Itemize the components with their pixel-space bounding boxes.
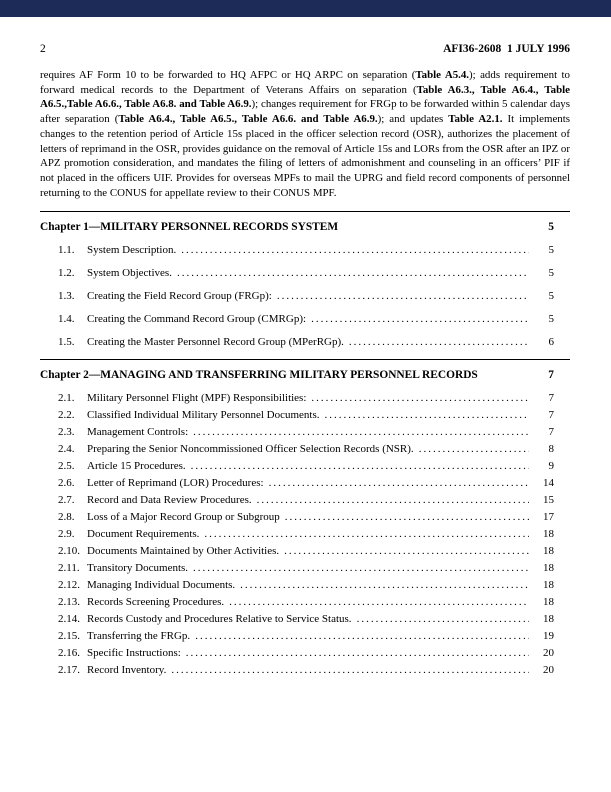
dot-leader: [171, 664, 529, 676]
dot-leader: [204, 528, 529, 540]
toc-entry: [40, 545, 570, 557]
table-reference: Table A6.4., Table A6.5., Table A6.6. and Table A6.9.: [118, 113, 378, 126]
entry-page-number: 8: [548, 443, 554, 456]
entry-number: 2.2.: [58, 409, 75, 422]
dot-leader: [193, 562, 529, 574]
toc-chapter: [40, 211, 570, 348]
toc-entry: [40, 290, 570, 302]
entry-page-number: 20: [543, 647, 554, 660]
entry-page-number: 18: [543, 562, 554, 575]
entry-number: 2.8.: [58, 511, 75, 524]
toc-entry: [40, 336, 570, 348]
entry-number: 1.4.: [58, 313, 75, 326]
toc-chapter: [40, 359, 570, 676]
page-number: 2: [40, 43, 46, 55]
dot-leader: [191, 460, 529, 472]
entry-number: 1.5.: [58, 336, 75, 349]
paragraph-text: ); and updates: [377, 113, 449, 126]
entry-number: 2.7.: [58, 494, 75, 507]
entry-page-number: 18: [543, 545, 554, 558]
entry-number: 2.5.: [58, 460, 75, 473]
entry-page-number: 18: [543, 596, 554, 609]
entry-page-number: 7: [548, 392, 554, 405]
entry-title: Document Requirements.: [87, 528, 200, 541]
dot-leader: [285, 511, 529, 523]
entry-number: 2.11.: [58, 562, 80, 575]
toc-entry: [40, 460, 570, 472]
paragraph-text: requires AF Form 10 to be forwarded to HQ AFPC or HQ ARPC on separation (: [40, 69, 416, 81]
entry-page-number: 18: [543, 613, 554, 626]
entry-number: 2.17.: [58, 664, 80, 677]
dot-leader: [311, 392, 529, 404]
entry-title: Loss of a Major Record Group or Subgroup: [87, 511, 280, 524]
entry-page-number: 15: [543, 494, 554, 507]
toc-entry: [40, 443, 570, 455]
dot-leader: [193, 426, 529, 438]
chapter-heading: [40, 369, 570, 381]
entry-number: 2.12.: [58, 579, 80, 592]
entry-title: Article 15 Procedures.: [87, 460, 186, 473]
entry-title: Record Inventory.: [87, 664, 167, 677]
entry-title: Creating the Field Record Group (FRGp):: [87, 290, 272, 303]
chapter-heading: [40, 221, 570, 233]
toc-entry: [40, 313, 570, 325]
entry-page-number: 5: [548, 290, 554, 303]
dot-leader: [277, 290, 529, 302]
dot-leader: [257, 494, 529, 506]
entry-number: 2.16.: [58, 647, 80, 660]
entry-number: 2.9.: [58, 528, 75, 541]
toc-entry: [40, 392, 570, 404]
toc-entry: [40, 409, 570, 421]
entry-title: Records Custody and Procedures Relative to Service Status.: [87, 613, 352, 626]
entry-number: 2.15.: [58, 630, 80, 643]
dot-leader: [269, 477, 529, 489]
chapter-page-number: 7: [548, 369, 554, 382]
entry-page-number: 18: [543, 528, 554, 541]
entry-page-number: 5: [548, 244, 554, 257]
toc: [40, 211, 570, 676]
top-bar: [0, 0, 611, 17]
toc-entry: [40, 267, 570, 279]
dot-leader: [195, 630, 529, 642]
entry-page-number: 5: [548, 313, 554, 326]
entry-page-number: 7: [548, 409, 554, 422]
entry-title: Preparing the Senior Noncommissioned Officer Selection Records (NSR).: [87, 443, 414, 456]
paragraph-text: ); changes requirement for FRGp to be forwarded within 5 calendar days after separation (: [40, 98, 570, 126]
toc-entry: [40, 630, 570, 642]
intro-paragraph: [40, 68, 570, 200]
entry-title: Managing Individual Documents.: [87, 579, 236, 592]
paragraph-text: It implements changes to the retention period of Article 15s placed in the officer selection record (OSR), authorizes the placement of letters of reprimand in the OSR, provides guidance on the removal of Article 15s and LORs from the OSR after an IPZ or APZ promotion consideration, and mandates the filing of letters of admonishment and counseling in an officers’ PIF if not placed in the officers UIF. Provides for overseas MPFs to mail the UPRG and field record components of personnel returning to the CONUS for appellate review to their CONUS MPF.: [40, 113, 570, 199]
entry-title: Military Personnel Flight (MPF) Responsibilities:: [87, 392, 307, 405]
entry-title: Letter of Reprimand (LOR) Procedures:: [87, 477, 264, 490]
dot-leader: [284, 545, 529, 557]
table-reference: Table A2.1.: [448, 113, 503, 126]
paragraph-text: ); adds requirement to forward medical records to the Department of Veterans Affairs on separation (: [40, 69, 570, 96]
entry-title: Transitory Documents.: [87, 562, 189, 575]
entry-title: Documents Maintained by Other Activities.: [87, 545, 280, 558]
page-header: [40, 43, 570, 55]
entry-page-number: 14: [543, 477, 554, 490]
toc-entry: [40, 244, 570, 256]
entry-title: Classified Individual Military Personnel Documents.: [87, 409, 320, 422]
dot-leader: [181, 244, 529, 256]
dot-leader: [349, 336, 529, 348]
entry-page-number: 7: [548, 426, 554, 439]
entry-number: 2.1.: [58, 392, 75, 405]
entry-page-number: 17: [543, 511, 554, 524]
entry-page-number: 6: [548, 336, 554, 349]
dot-leader: [240, 579, 529, 591]
entry-page-number: 9: [548, 460, 554, 473]
entry-title: Transferring the FRGp.: [87, 630, 191, 643]
dot-leader: [186, 647, 529, 659]
chapter-title: Chapter 1—MILITARY PERSONNEL RECORDS SYSTEM: [40, 221, 339, 234]
entry-title: Creating the Master Personnel Record Group (MPerRGp).: [87, 336, 344, 349]
toc-entry: [40, 613, 570, 625]
entry-title: Creating the Command Record Group (CMRGp):: [87, 313, 307, 326]
entry-title: System Objectives.: [87, 267, 172, 280]
toc-entry: [40, 494, 570, 506]
dot-leader: [229, 596, 529, 608]
table-reference: Table A6.3., Table A6.4., Table A6.5.,Table A6.6., Table A6.8. and Table A6.9.: [40, 83, 570, 111]
entry-title: System Description.: [87, 244, 177, 257]
entry-number: 1.1.: [58, 244, 75, 257]
entry-number: 2.13.: [58, 596, 80, 609]
entry-page-number: 20: [543, 664, 554, 677]
entry-title: Management Controls:: [87, 426, 189, 439]
toc-entry: [40, 477, 570, 489]
entry-title: Record and Data Review Procedures.: [87, 494, 252, 507]
toc-entry: [40, 579, 570, 591]
entry-number: 2.10.: [58, 545, 80, 558]
toc-entry: [40, 562, 570, 574]
entry-page-number: 5: [548, 267, 554, 280]
dot-leader: [311, 313, 529, 325]
entry-number: 2.3.: [58, 426, 75, 439]
document-page: [0, 17, 611, 676]
toc-entry: [40, 664, 570, 676]
table-reference: Table A5.4.: [415, 69, 470, 81]
entry-number: 2.14.: [58, 613, 80, 626]
dot-leader: [357, 613, 529, 625]
entry-page-number: 18: [543, 579, 554, 592]
toc-entry: [40, 528, 570, 540]
dot-leader: [419, 443, 529, 455]
chapter-page-number: 5: [548, 221, 554, 234]
toc-entry: [40, 596, 570, 608]
entry-number: 2.6.: [58, 477, 75, 490]
entry-title: Specific Instructions:: [87, 647, 181, 660]
entry-number: 2.4.: [58, 443, 75, 456]
dot-leader: [325, 409, 530, 421]
entry-number: 1.3.: [58, 290, 75, 303]
chapter-title: Chapter 2—MANAGING AND TRANSFERRING MILITARY PERSONNEL RECORDS: [40, 369, 478, 382]
document-id: AFI36-2608 1 JULY 1996: [443, 43, 570, 55]
dot-leader: [177, 267, 529, 279]
entry-title: Records Screening Procedures.: [87, 596, 225, 609]
toc-entry: [40, 647, 570, 659]
entry-page-number: 19: [543, 630, 554, 643]
toc-entry: [40, 511, 570, 523]
entry-number: 1.2.: [58, 267, 75, 280]
toc-entry: [40, 426, 570, 438]
